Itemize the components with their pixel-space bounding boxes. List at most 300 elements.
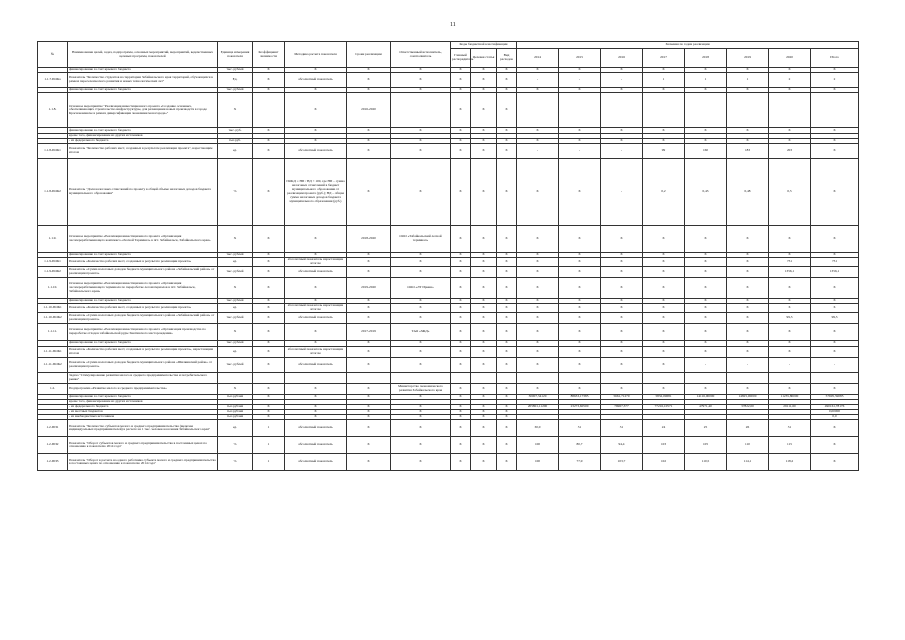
table-cell: 183 bbox=[727, 143, 769, 158]
table-cell: X bbox=[391, 158, 451, 225]
table-cell: 1 bbox=[253, 454, 285, 471]
table-cell: 29111,60 bbox=[769, 404, 811, 409]
table-cell: X bbox=[285, 324, 347, 341]
row-name-cell: Показатель "Количество рабочих мест, созданных в результате реализации проекта", нарастающим итогом bbox=[68, 143, 218, 158]
table-cell: 1 bbox=[685, 73, 727, 88]
table-cell: X bbox=[643, 128, 685, 133]
table-cell bbox=[727, 93, 769, 128]
table-cell: X bbox=[253, 258, 285, 267]
table-cell: X bbox=[643, 304, 685, 313]
table-cell: X bbox=[601, 258, 643, 267]
table-cell: X bbox=[253, 128, 285, 133]
table-cell: X bbox=[685, 278, 727, 299]
table-cell bbox=[451, 372, 471, 383]
table-cell bbox=[601, 372, 643, 383]
table-cell: X bbox=[471, 341, 497, 346]
table-cell: X bbox=[285, 410, 347, 415]
table-cell: X bbox=[517, 341, 559, 346]
row-number-cell: 1.2-ПП3 bbox=[38, 454, 68, 471]
table-cell: X bbox=[685, 258, 727, 267]
table-cell: абсолютный показатель нарастающим итогом bbox=[285, 346, 347, 357]
table-cell: X bbox=[285, 404, 347, 409]
table-cell: абсолютный показатель bbox=[285, 437, 347, 454]
table-cell: X bbox=[471, 410, 497, 415]
table-cell: X bbox=[517, 128, 559, 133]
table-cell: тыс. рублей bbox=[218, 88, 253, 93]
table-cell: абсолютный показатель нарастающим итогом bbox=[285, 258, 347, 267]
table-cell: 203 bbox=[769, 143, 811, 158]
table-cell bbox=[769, 93, 811, 128]
table-cell: X bbox=[347, 299, 391, 304]
row-number-cell: 1.1.8-ПОК1 bbox=[38, 143, 68, 158]
row-name-cell: Показатель "Оборот субъектов малого и среднего предпринимательства в постоянных ценах по отношению к показателю 2014 года" bbox=[68, 437, 218, 454]
table-cell: X bbox=[253, 158, 285, 225]
table-cell: тыс. рублей bbox=[218, 313, 253, 324]
table-cell: X bbox=[471, 304, 497, 313]
row-number-cell: 1.1.9-ПОК2 bbox=[38, 267, 68, 278]
table-cell: X bbox=[391, 267, 451, 278]
table-cell: X bbox=[811, 128, 859, 133]
row-name-cell: кроме того, финансирование из других источников bbox=[68, 399, 218, 404]
table-cell: X bbox=[811, 299, 859, 304]
table-cell: X bbox=[253, 410, 285, 415]
table-cell: X bbox=[391, 454, 451, 471]
table-cell: X bbox=[497, 304, 517, 313]
table-cell: тыс. рублей bbox=[218, 252, 253, 257]
table-cell: тыс. рублей bbox=[218, 357, 253, 372]
table-cell: X bbox=[727, 68, 769, 73]
col-resp: Ответственный исполнитель, соисполнитель bbox=[391, 42, 451, 68]
row-number-cell: 1.1.10. bbox=[38, 278, 68, 299]
table-cell: X bbox=[471, 138, 497, 143]
table-cell: X bbox=[769, 68, 811, 73]
table-cell: X bbox=[451, 410, 471, 415]
header-row bbox=[38, 42, 859, 49]
table-cell: X bbox=[559, 68, 601, 73]
table-cell: X bbox=[497, 437, 517, 454]
table-cell: X bbox=[253, 138, 285, 143]
table-cell: X bbox=[471, 225, 497, 252]
table-cell: X bbox=[471, 324, 497, 341]
table-cell: X bbox=[347, 73, 391, 88]
row-name-cell: Показатель "Количество студентов на территории Забайкальского края территорий, обучающихся в рамках переселенческого развития и новых технологических лет" bbox=[68, 73, 218, 88]
row-number-cell: 1.2. bbox=[38, 383, 68, 394]
table-cell: X bbox=[253, 299, 285, 304]
row-name-cell: - из внебюджетных источников bbox=[68, 415, 218, 420]
table-cell: X bbox=[811, 383, 859, 394]
table-cell: X bbox=[253, 143, 285, 158]
table-cell: X bbox=[391, 420, 451, 437]
row-number-cell: 1.2-ПП1 bbox=[38, 420, 68, 437]
table-cell: X bbox=[685, 324, 727, 341]
table-cell: X bbox=[391, 415, 451, 420]
table-cell: - bbox=[559, 73, 601, 88]
table-cell: X bbox=[471, 383, 497, 394]
table-cell: 2 bbox=[811, 73, 859, 88]
table-cell: 102 bbox=[643, 454, 685, 471]
table-cell: X bbox=[497, 454, 517, 471]
table-cell: X bbox=[451, 394, 471, 399]
table-cell: X bbox=[253, 324, 285, 341]
table-cell: X bbox=[769, 138, 811, 143]
table-cell: 731 bbox=[769, 258, 811, 267]
table-cell: X bbox=[559, 346, 601, 357]
table-cell: X bbox=[643, 225, 685, 252]
table-cell: X bbox=[218, 93, 253, 128]
col-2014: 2014 bbox=[517, 49, 559, 68]
row-number-cell: 1.1.10-ПОК1 bbox=[38, 304, 68, 313]
table-cell: X bbox=[285, 68, 347, 73]
table-cell: 2017-2019 bbox=[347, 324, 391, 341]
row-name-cell: Основное мероприятие «Реализация инвестиционного проекта «Организация производства по переработке отходов забайкальской руды Заютинского месторождения» bbox=[68, 324, 218, 341]
table-cell: X bbox=[643, 383, 685, 394]
table-cell: 80,7 bbox=[559, 437, 601, 454]
table-cell: 0,00000 bbox=[811, 410, 859, 415]
table-cell: X bbox=[517, 267, 559, 278]
col-2019: 2019 bbox=[727, 49, 769, 68]
col-term: Сроки реализации bbox=[347, 42, 391, 68]
col-2017: 2017 bbox=[643, 49, 685, 68]
table-cell: X bbox=[559, 324, 601, 341]
table-cell: X bbox=[559, 252, 601, 257]
table-cell: X bbox=[727, 252, 769, 257]
table-cell: X bbox=[471, 68, 497, 73]
table-row bbox=[38, 225, 859, 252]
table-cell: X bbox=[497, 68, 517, 73]
table-cell: X bbox=[559, 383, 601, 394]
table-row bbox=[38, 324, 859, 341]
table-cell: X bbox=[517, 138, 559, 143]
table-cell: X bbox=[497, 341, 517, 346]
row-name-cell: Показатель "Доля налоговых отчислений по проекту в общей объеме налоговых доходов бюджета муниципального образования" bbox=[68, 158, 218, 225]
table-cell: X bbox=[601, 128, 643, 133]
table-cell: 105 bbox=[685, 437, 727, 454]
table-cell: X bbox=[347, 404, 391, 409]
table-cell: X bbox=[451, 341, 471, 346]
table-cell: X bbox=[347, 128, 391, 133]
table-cell: X bbox=[497, 138, 517, 143]
table-cell: X bbox=[769, 88, 811, 93]
table-cell: 0,48 bbox=[727, 158, 769, 225]
table-cell: ед. bbox=[218, 143, 253, 158]
table-cell: 1 bbox=[253, 437, 285, 454]
table-cell: X bbox=[347, 383, 391, 394]
table-cell: - bbox=[601, 158, 643, 225]
table-cell: X bbox=[391, 357, 451, 372]
table-cell: X bbox=[559, 278, 601, 299]
table-cell: тыс.рублей bbox=[218, 415, 253, 420]
table-cell: X bbox=[727, 313, 769, 324]
table-cell: X bbox=[451, 128, 471, 133]
table-cell: X bbox=[451, 267, 471, 278]
table-cell: X bbox=[253, 357, 285, 372]
table-cell: X bbox=[497, 313, 517, 324]
table-row bbox=[38, 437, 859, 454]
table-cell bbox=[517, 372, 559, 383]
row-number-cell bbox=[38, 372, 68, 383]
table-cell: 77216,10571 bbox=[643, 404, 685, 409]
table-cell: X bbox=[601, 304, 643, 313]
table-cell: X bbox=[727, 299, 769, 304]
table-cell bbox=[643, 372, 685, 383]
table-cell: X bbox=[253, 404, 285, 409]
table-cell: 490161,78176 bbox=[811, 404, 859, 409]
table-cell: X bbox=[727, 258, 769, 267]
table-cell: абсолютный показатель bbox=[285, 73, 347, 88]
table-cell: X bbox=[517, 225, 559, 252]
table-cell: X bbox=[601, 267, 643, 278]
table-cell bbox=[497, 372, 517, 383]
table-cell: X bbox=[347, 420, 391, 437]
row-name-cell: Основное мероприятие "Реализация инвестиционного проекта «Создание основных, обеспечивающих строительство инфраструктуры, для размещения новых производств в городе Краснокаменске в рамках диверсификации экономики моногорода»" bbox=[68, 93, 218, 128]
table-cell: абсолютный показатель bbox=[285, 420, 347, 437]
table-cell: - bbox=[727, 357, 769, 372]
table-cell: - bbox=[811, 357, 859, 372]
table-cell: - bbox=[769, 357, 811, 372]
table-cell: X bbox=[559, 267, 601, 278]
table-cell: X bbox=[769, 128, 811, 133]
table-cell: X bbox=[253, 313, 285, 324]
col-b1: Главный распорядитель bbox=[451, 49, 471, 68]
col-unit: Единица измерения показателя bbox=[218, 42, 253, 68]
table-cell: X bbox=[727, 225, 769, 252]
table-cell: X bbox=[685, 383, 727, 394]
table-cell bbox=[218, 372, 253, 383]
table-cell: X bbox=[517, 68, 559, 73]
table-row bbox=[38, 357, 859, 372]
table-cell: тыс.рублей bbox=[218, 394, 253, 399]
table-cell bbox=[285, 372, 347, 383]
row-name-cell: финансирование за счет краевого бюджета bbox=[68, 128, 218, 133]
row-number-cell: 1.1.7.ПОКа bbox=[38, 73, 68, 88]
row-name-cell: - из федерального бюджета bbox=[68, 404, 218, 409]
table-cell: X bbox=[497, 267, 517, 278]
table-cell: X bbox=[601, 88, 643, 93]
row-name-cell: кроме того, финансирование из других источников bbox=[68, 133, 218, 138]
table-cell bbox=[471, 372, 497, 383]
table-cell: X bbox=[497, 299, 517, 304]
table-cell: X bbox=[451, 415, 471, 420]
table-cell: 76967,377 bbox=[601, 404, 643, 409]
table-cell: X bbox=[601, 341, 643, 346]
table-cell bbox=[391, 93, 451, 128]
table-cell: X bbox=[685, 128, 727, 133]
table-cell: X bbox=[451, 252, 471, 257]
table-cell: 731 bbox=[811, 258, 859, 267]
table-cell: X bbox=[471, 299, 497, 304]
col-2020: 2020 bbox=[769, 49, 811, 68]
row-number-cell: 1.1.11. bbox=[38, 324, 68, 341]
col-2018: 2018 bbox=[685, 49, 727, 68]
table-cell: X bbox=[285, 138, 347, 143]
table-cell: X bbox=[685, 138, 727, 143]
table-cell: X bbox=[347, 68, 391, 73]
table-cell: 99,3 bbox=[769, 313, 811, 324]
row-name-cell: Показатель «Количество рабочих мест, созданных в результате реализации проекта» bbox=[68, 304, 218, 313]
table-cell: X bbox=[253, 383, 285, 394]
table-cell: X bbox=[451, 258, 471, 267]
table-cell: X bbox=[559, 258, 601, 267]
table-cell bbox=[559, 372, 601, 383]
table-cell: X bbox=[601, 252, 643, 257]
table-cell: X bbox=[391, 68, 451, 73]
table-cell: 0,43 bbox=[685, 158, 727, 225]
table-cell: X bbox=[497, 158, 517, 225]
table-cell: X bbox=[347, 258, 391, 267]
table-cell: X bbox=[517, 313, 559, 324]
table-cell: X bbox=[471, 394, 497, 399]
table-cell: X bbox=[643, 138, 685, 143]
table-cell: X bbox=[471, 252, 497, 257]
table-row bbox=[38, 93, 859, 128]
table-cell: X bbox=[451, 93, 471, 128]
table-cell: X bbox=[451, 68, 471, 73]
table-cell: X bbox=[685, 68, 727, 73]
col-num: № bbox=[38, 42, 68, 68]
table-cell: X bbox=[643, 258, 685, 267]
table-cell: X bbox=[451, 158, 471, 225]
table-cell: X bbox=[685, 313, 727, 324]
table-cell: X bbox=[471, 420, 497, 437]
table-cell: X bbox=[471, 267, 497, 278]
table-cell: X bbox=[497, 415, 517, 420]
row-number-cell: 1.1.9-ПОК1 bbox=[38, 258, 68, 267]
table-cell: X bbox=[347, 267, 391, 278]
table-cell: ед. bbox=[218, 420, 253, 437]
table-cell: X bbox=[559, 341, 601, 346]
table-cell: X bbox=[471, 258, 497, 267]
table-cell: X bbox=[727, 324, 769, 341]
table-cell: 2016-2020 bbox=[347, 93, 391, 128]
table-cell: X bbox=[559, 158, 601, 225]
table-cell bbox=[811, 372, 859, 383]
table-cell: абсолютный показатель bbox=[285, 143, 347, 158]
table-cell bbox=[685, 93, 727, 128]
table-cell: X bbox=[347, 346, 391, 357]
table-cell: 5661,71270 bbox=[601, 394, 643, 399]
table-cell: X bbox=[727, 88, 769, 93]
table-cell: X bbox=[727, 267, 769, 278]
table-cell: X bbox=[601, 383, 643, 394]
table-cell: X bbox=[391, 346, 451, 357]
table-cell: X bbox=[285, 128, 347, 133]
table-cell: тыс. рублей bbox=[218, 267, 253, 278]
table-cell: X bbox=[643, 357, 685, 372]
table-cell: X bbox=[253, 225, 285, 252]
table-cell: X bbox=[285, 415, 347, 420]
table-cell: X bbox=[811, 324, 859, 341]
row-name-cell: финансирование за счет краевого бюджета bbox=[68, 252, 218, 257]
table-cell: X bbox=[769, 225, 811, 252]
col-values-group: Значения по годам реализации bbox=[517, 42, 859, 49]
table-cell: X bbox=[497, 128, 517, 133]
row-name-cell: Подпрограмма «Развитие малого и среднего предпринимательства» bbox=[68, 383, 218, 394]
table-cell: X bbox=[497, 73, 517, 88]
table-cell: 2 bbox=[769, 73, 811, 88]
table-cell: X bbox=[218, 225, 253, 252]
table-cell: абсолютный показатель bbox=[285, 267, 347, 278]
table-cell: X bbox=[685, 225, 727, 252]
table-cell: X bbox=[497, 225, 517, 252]
row-number-cell: 1.1.11-ПОК2 bbox=[38, 357, 68, 372]
table-cell: X bbox=[559, 304, 601, 313]
table-cell: X bbox=[471, 143, 497, 158]
table-row bbox=[38, 258, 859, 267]
table-row bbox=[38, 304, 859, 313]
table-cell: 1356,1 bbox=[811, 267, 859, 278]
table-cell: ООО «ЛТ Ирмен» bbox=[391, 278, 451, 299]
table-cell: X bbox=[451, 437, 471, 454]
table-cell: X bbox=[811, 420, 859, 437]
table-cell: X bbox=[497, 278, 517, 299]
table-cell: X bbox=[347, 88, 391, 93]
table-cell: абсолютный показатель нарастающим итогом bbox=[285, 304, 347, 313]
table-cell: X bbox=[601, 278, 643, 299]
table-cell: X bbox=[811, 252, 859, 257]
table-cell: X bbox=[643, 324, 685, 341]
table-cell: X bbox=[285, 225, 347, 252]
table-cell: X bbox=[727, 383, 769, 394]
table-row bbox=[38, 420, 859, 437]
table-cell: X bbox=[727, 341, 769, 346]
table-cell: X bbox=[559, 138, 601, 143]
table-cell: ед. bbox=[218, 346, 253, 357]
table-cell: 1 bbox=[643, 73, 685, 88]
table-cell: X bbox=[471, 415, 497, 420]
table-cell: X bbox=[685, 341, 727, 346]
table-cell bbox=[391, 372, 451, 383]
row-name-cell: финансирование за счет краевого бюджета bbox=[68, 68, 218, 73]
table-cell: X bbox=[253, 68, 285, 73]
table-cell: X bbox=[285, 252, 347, 257]
table-cell: 23273,60500 bbox=[559, 404, 601, 409]
table-cell: абсолютный показатель bbox=[285, 357, 347, 372]
table-cell: X bbox=[451, 420, 471, 437]
table-cell: X bbox=[601, 138, 643, 143]
table-cell: X bbox=[769, 324, 811, 341]
table-cell: X bbox=[559, 88, 601, 93]
table-cell: X bbox=[253, 341, 285, 346]
table-cell: X bbox=[601, 225, 643, 252]
table-cell: X bbox=[643, 267, 685, 278]
table-cell: X bbox=[391, 299, 451, 304]
table-cell: X bbox=[685, 88, 727, 93]
table-cell: 26 bbox=[727, 420, 769, 437]
table-cell: X bbox=[471, 73, 497, 88]
table-cell: X bbox=[497, 383, 517, 394]
table-cell: 100 bbox=[517, 454, 559, 471]
table-cell: X bbox=[253, 415, 285, 420]
table-cell: X bbox=[685, 299, 727, 304]
table-cell: X bbox=[517, 278, 559, 299]
table-cell: X bbox=[218, 383, 253, 394]
table-cell: X bbox=[517, 252, 559, 257]
table-cell: X bbox=[471, 93, 497, 128]
table-cell: X bbox=[451, 383, 471, 394]
table-cell: ООО «Забайкальский лесной терминал» bbox=[391, 225, 451, 252]
table-cell: 30,0 bbox=[517, 420, 559, 437]
row-name-cell: - из местных бюджетов bbox=[68, 410, 218, 415]
table-cell: 1356,1 bbox=[769, 267, 811, 278]
table-cell: 205801,11200 bbox=[517, 404, 559, 409]
table-cell: X bbox=[497, 252, 517, 257]
table-cell: 160 bbox=[685, 143, 727, 158]
table-cell: X bbox=[497, 93, 517, 128]
col-2015: 2015 bbox=[559, 49, 601, 68]
table-cell: X bbox=[517, 324, 559, 341]
table-cell: X bbox=[347, 341, 391, 346]
table-cell: 6 bbox=[769, 304, 811, 313]
